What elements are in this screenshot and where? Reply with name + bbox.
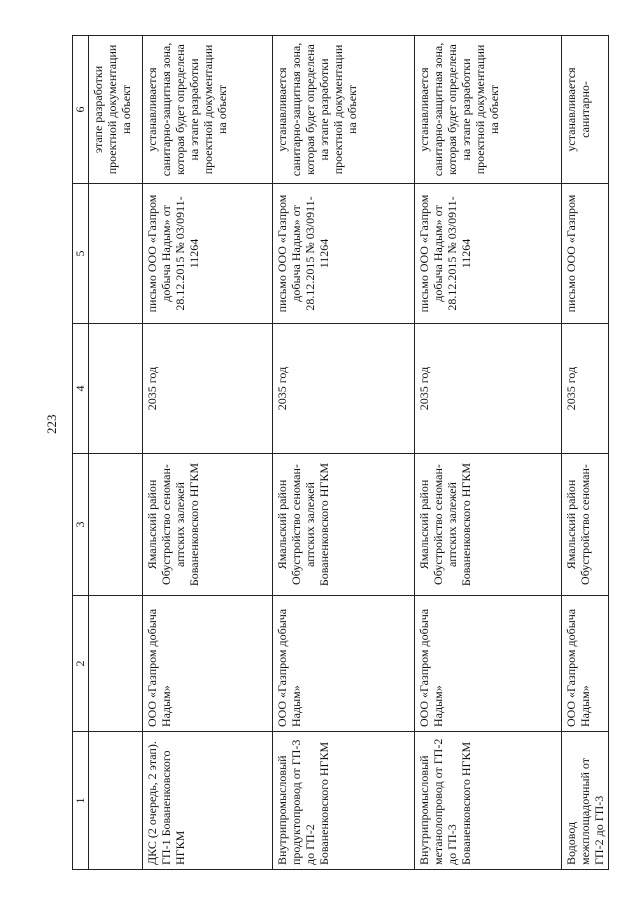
source-cell: письмо ООО «Газпром добыча Надым» от 28.12.2015 № 03/0911-11264 — [273, 184, 415, 324]
header-cell-6: 6 — [73, 36, 89, 184]
zone-note-cell: устанавливается санитарно-защитная зона, которая будет определена на этапе разработки проектной документации на объект — [143, 36, 273, 184]
owner-cell — [89, 596, 143, 732]
table-row — [143, 36, 273, 870]
table-row — [89, 36, 143, 870]
source-cell — [89, 184, 143, 324]
source-cell: письмо ООО «Газпром — [562, 184, 609, 324]
header-cell-4: 4 — [73, 324, 89, 454]
header-cell-3: 3 — [73, 454, 89, 596]
zone-note-cell: устанавливается санитарно-защитная зона, которая будет определена на этапе разработки проектной документации на объект — [415, 36, 562, 184]
location-cell: Ямальский район Обустройство сеноман-аптских залежей Бованенковского НГКМ — [415, 454, 562, 596]
year-cell: 2035 год — [143, 324, 273, 454]
zone-note-cell: устанавливается санитарно-защитная зона, которая будет определена на этапе разработки проектной документации на объект — [273, 36, 415, 184]
source-cell: письмо ООО «Газпром добыча Надым» от 28.12.2015 № 03/0911-11264 — [415, 184, 562, 324]
objects-table — [72, 35, 609, 870]
object-name-cell: Водовод межплощадочный от ГП-2 до ГП-3 — [562, 732, 609, 870]
header-cell-1: 1 — [73, 732, 89, 870]
table-row — [273, 36, 415, 870]
owner-cell: ООО «Газпром добыча Надым» — [273, 596, 415, 732]
location-cell: Ямальский район Обустройство сеноман-аптских залежей Бованенковского НГКМ — [273, 454, 415, 596]
object-name-cell: Внутрипромысловый метанолопровод от ГП-2 до ГП-3 Бованенковского НГКМ — [415, 732, 562, 870]
year-cell: 2035 год — [562, 324, 609, 454]
year-cell: 2035 год — [273, 324, 415, 454]
header-cell-5: 5 — [73, 184, 89, 324]
object-name-cell — [89, 732, 143, 870]
page-number: 223 — [44, 414, 59, 434]
source-cell: письмо ООО «Газпром добыча Надым» от 28.12.2015 № 03/0911-11264 — [143, 184, 273, 324]
table-row — [415, 36, 562, 870]
year-cell: 2035 год — [415, 324, 562, 454]
object-name-cell: Внутрипромысловый продуктопровод от ГП-3 до ГП-2 Бованенковского НГКМ — [273, 732, 415, 870]
owner-cell: ООО «Газпром добыча Надым» — [143, 596, 273, 732]
rotated-table-sheet — [72, 36, 607, 870]
location-cell: Ямальский район Обустройство сеноман- — [562, 454, 609, 596]
object-name-cell: ДКС (2 очередь, 2 этап). ГП-1 Бованенковского НГКМ — [143, 732, 273, 870]
location-cell — [89, 454, 143, 596]
header-row — [73, 36, 89, 870]
zone-note-cell: устанавливается санитарно- — [562, 36, 609, 184]
zone-note-cell: этапе разработки проектной документации на объект — [89, 36, 143, 184]
owner-cell: ООО «Газпром добыча Надым» — [562, 596, 609, 732]
header-cell-2: 2 — [73, 596, 89, 732]
owner-cell: ООО «Газпром добыча Надым» — [415, 596, 562, 732]
table-row — [562, 36, 609, 870]
location-cell: Ямальский район Обустройство сеноман-аптских залежей Бованенковского НГКМ — [143, 454, 273, 596]
year-cell — [89, 324, 143, 454]
